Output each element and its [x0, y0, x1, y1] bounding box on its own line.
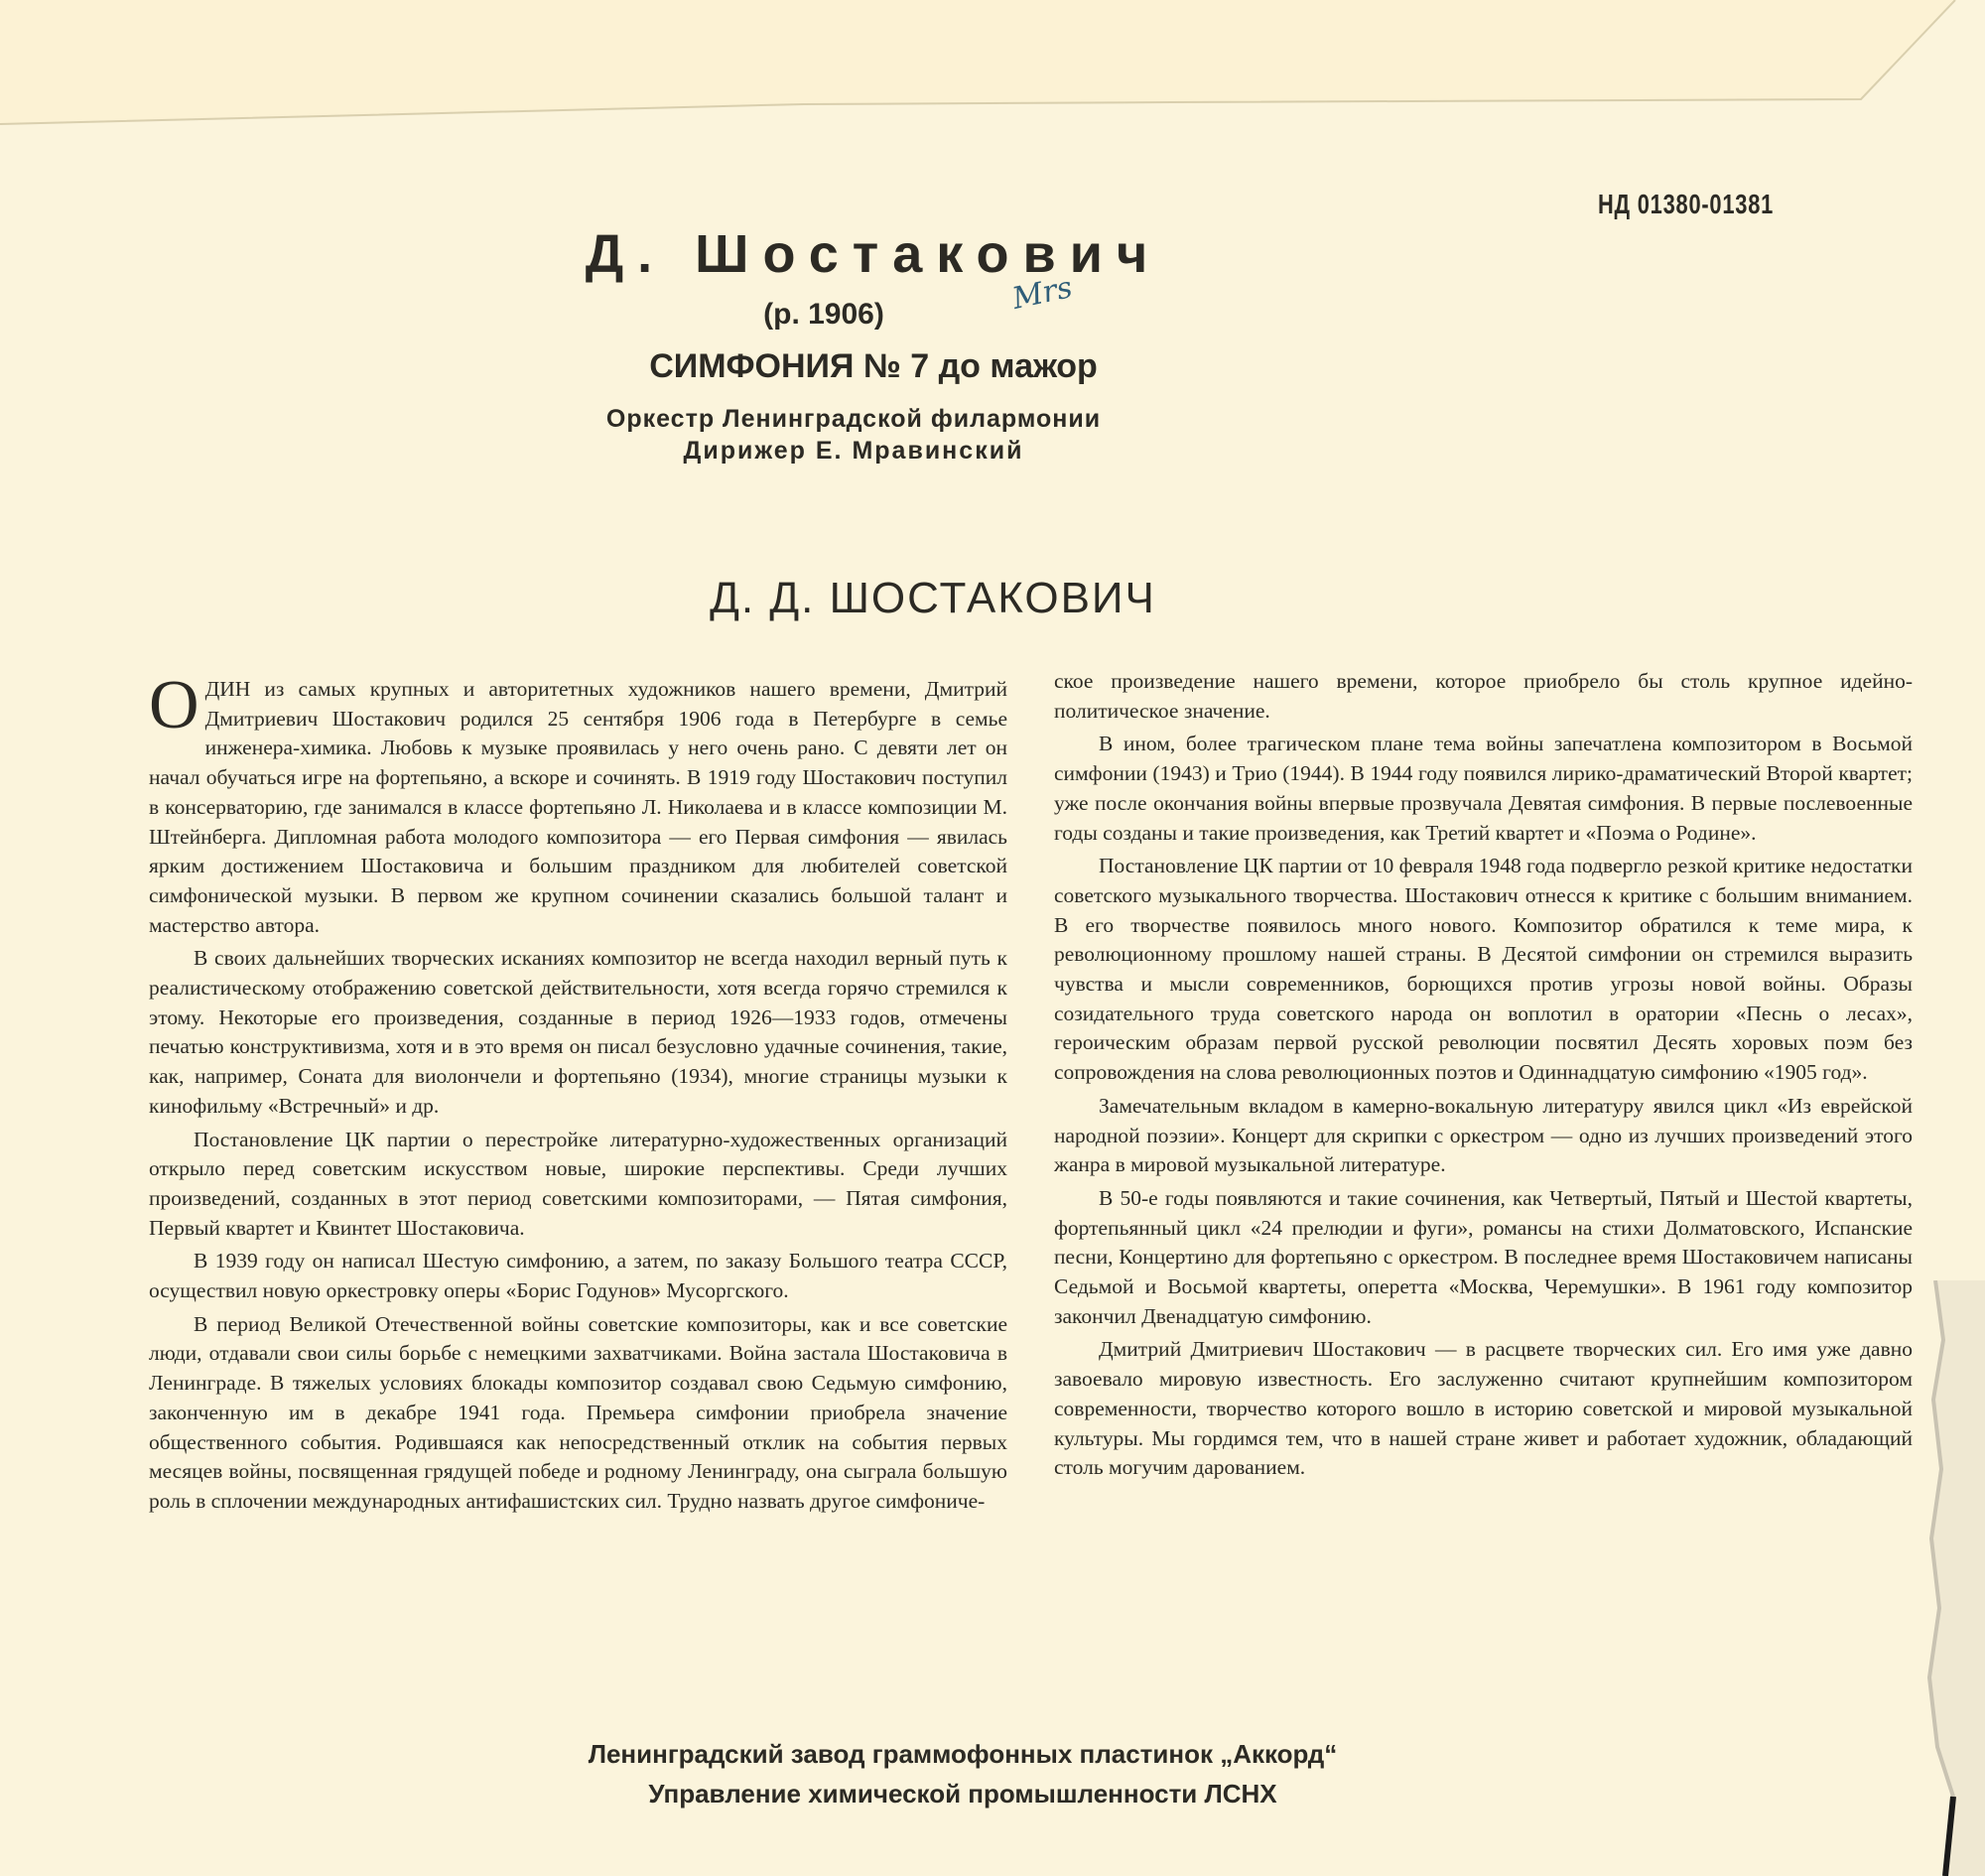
- paragraph: В ином, более трагическом плане тема войны запечатлена композитором в Восьмой симфонии (1943) и Трио (1944). В 1944 году появился лирико-драматический Второй квартет; уже после окончания войны впервые прозвучала Девятая симфония. В первые послевоенные годы созданы и такие произведения, как Третий квартет и «Поэма о Родине».: [1054, 732, 1913, 845]
- paragraph: Постановление ЦК партии о перестройке литературно-художественных организаций открыло перед советским искусством новые, широкие перспективы. Среди лучших произведений, созданных в этот период советскими композиторами, — Пятая симфония, Первый квартет и Квинтет Шостаковича.: [149, 1127, 1007, 1240]
- drop-cap: О: [149, 667, 199, 743]
- paragraph-continuation: ское произведение нашего времени, которое приобрело бы столь крупное идейно-политическое значение.: [1054, 669, 1913, 723]
- orchestra: Оркестр Ленинградской филармонии: [605, 405, 1102, 433]
- right-column: [1054, 667, 1913, 1487]
- paragraph: Дмитрий Дмитриевич Шостакович — в расцвете творческих сил. Его имя уже давно завоевало мировую известность. Его заслуженно считают крупнейшим композитором современности, творчество которого вошло в историю советской и мировой музыкальной культуры. Мы гордимся тем, что в нашей стране живет и работает художник, обладающий столь могучим дарованием.: [1054, 1337, 1913, 1480]
- section-title: Д. Д. ШОСТАКОВИЧ: [710, 574, 1156, 622]
- paragraph: Постановление ЦК партии от 10 февраля 1948 года подвергло резкой критике недостатки советского музыкального творчества. Шостакович отнесся к критике с большим вниманием. В его творчестве появилось много нового. Композитор обратился к теме мира, к революционному прошлому нашей страны. В Десятой симфонии он стремился выразить чувства и мысли современников, борющихся против угрозы новой войны. Образы созидательного труда советского народа он воплотил в оратории «Песнь о лесах», героическим образам первой русской революции посвятил Десять хоровых поэм без сопровождения на слова революционных поэтов и Одиннадцатую симфонию «1905 год».: [1054, 854, 1913, 1085]
- conductor: Дирижер Е. Мравинский: [683, 437, 1024, 465]
- composer-name: Д. Шостакович: [585, 224, 1162, 284]
- paragraph: В своих дальнейших творческих исканиях композитор не всегда находил верный путь к реалистическому отображению советской действительности, хотя всегда горячо стремился к этому. Некоторые его произведения, созданные в период 1926—1933 годов, отмечены печатью конструктивизма, хотя и в это время он писал безусловно удачные сочинения, такие, как, например, Соната для виолончели и фортепьяно (1934), многие страницы музыки к кинофильму «Встречный» и др.: [149, 946, 1007, 1118]
- paragraph: В 1939 году он написал Шестую симфонию, а затем, по заказу Большого театра СССР, осуществил новую оркестровку оперы «Борис Годунов» Мусоргского.: [149, 1249, 1007, 1303]
- left-column: [149, 667, 1007, 1521]
- paragraph: В период Великой Отечественной войны советские композиторы, как и все советские люди, отдавали свои силы борьбе с немецкими захватчиками. Война застала Шостаковича в Ленинграде. В тяжелых условиях блокады композитор создавал свою Седьмую симфонию, законченную им в декабре 1941 года. Премьера симфонии приобрела значение общественного события. Родившаяся как непосредственный отклик на события первых месяцев войны, посвященная грядущей победе и родному Ленинграду, она сыграла большую роль в сплочении международных антифашистских сил. Трудно назвать другое симфониче-: [149, 1311, 1007, 1513]
- paragraph: Замечательным вкладом в камерно-вокальную литературу явился цикл «Из еврейской народной поэзии». Концерт для скрипки с оркестром — одно из лучших произведений этого жанра в мировой музыкальной литературе.: [1054, 1093, 1913, 1177]
- manufacturer-line: Ленинградский завод граммофонных пластинок „Аккорд“: [588, 1739, 1338, 1769]
- authority-line: Управление химической промышленности ЛСНХ: [648, 1779, 1277, 1809]
- work-title: СИМФОНИЯ № 7 до мажор: [649, 347, 1098, 385]
- paragraph: В 50-е годы появляются и такие сочинения, как Четвертый, Пятый и Шестой квартеты, фортепьянный цикл «24 прелюдии и фуги», романсы на стихи Долматовского, Испанские песни, Концертино для фортепьяно с оркестром. В последнее время Шостаковичем написаны Седьмой и Восьмой квартеты, оперетта «Москва, Черемушки». В 1961 году композитор закончил Двенадцатую симфонию.: [1054, 1185, 1913, 1328]
- catalog-number: НД 01380-01381: [1598, 189, 1775, 219]
- handwritten-note: Mrs: [1009, 270, 1076, 317]
- composer-birth-year: (р. 1906): [763, 298, 884, 331]
- top-flap: [0, 0, 1985, 129]
- paragraph: ОДИН из самых крупных и авторитетных художников нашего времени, Дмитрий Дмитриевич Шостакович родился 25 сентября 1906 года в Петербурге в семье инженера-химика. Любовь к музыке проявилась у него очень рано. С девяти лет он начал обучаться игре на фортепьяно, а вскоре и сочинять. В 1919 году Шостакович поступил в консерваторию, где занимался в классе фортепьяно Л. Николаева и в классе композиции М. Штейнберга. Дипломная работа молодого композитора — его Первая симфония — явилась ярким достижением Шостаковича и большим праздником для любителей советской симфонической музыки. В первом же крупном сочинении сказались большой талант и мастерство автора.: [149, 667, 1007, 937]
